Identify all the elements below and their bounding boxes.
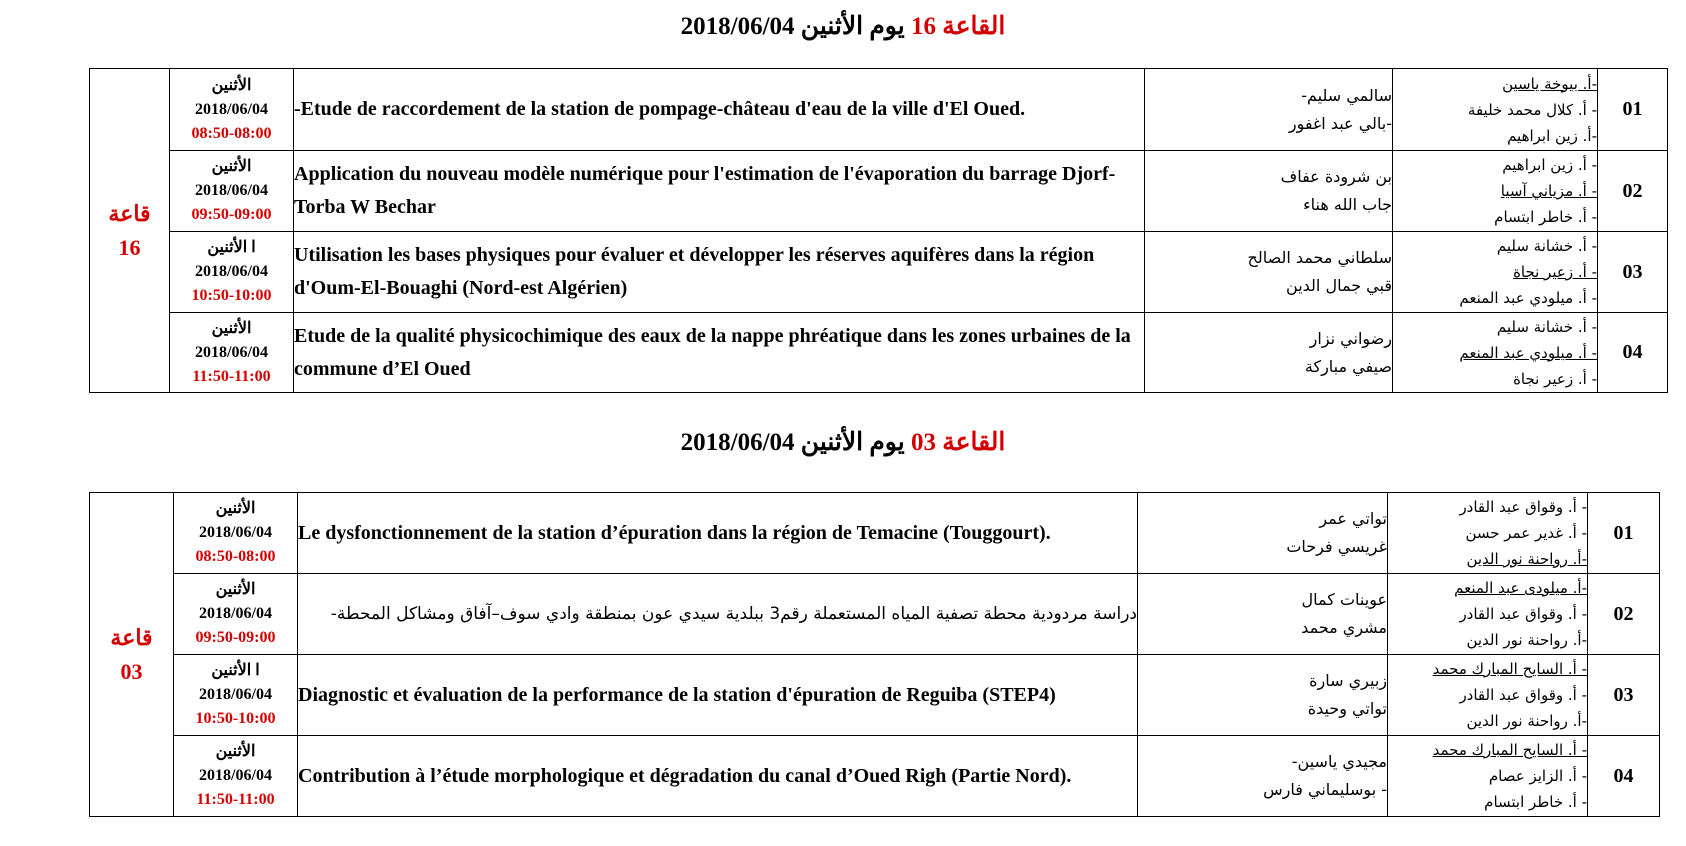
schedule-table [89, 492, 1660, 817]
jury-member: - أ. السايح المبارك محمد [1432, 660, 1587, 678]
date-cell [174, 736, 298, 817]
students-cell [1138, 493, 1388, 574]
students-cell [1138, 736, 1388, 817]
student-name: بن شرودة عفاف [1280, 167, 1392, 186]
table-row [90, 655, 1660, 736]
student-name: سالمي سليم- [1301, 85, 1392, 105]
jury-member: - أ. كلال محمد خليفة [1467, 100, 1597, 119]
thesis-title: Le dysfonctionnement de la station d’épuration dans la région de Temacine (Touggourt). [298, 493, 1138, 574]
table-row [90, 313, 1668, 393]
jury-member: - أ. خاطر ابتسام [1484, 793, 1587, 811]
jury-member: - أ. زعير نجاة [1513, 263, 1597, 281]
jury-member: - أ. الزايز عصام [1488, 767, 1587, 785]
time-label: 09:50-09:00 [195, 629, 276, 646]
date-cell [170, 69, 294, 151]
date-cell [174, 574, 298, 655]
day-label: الأثنين [215, 500, 256, 517]
student-name: تواتي وحيدة [1307, 699, 1387, 718]
student-name: سلطاني محمد الصالح [1247, 248, 1392, 267]
row-number: 01 [1598, 69, 1668, 151]
jury-cell [1388, 574, 1588, 655]
thesis-title: دراسة مردودية محطة تصفية المياه المستعملة رقم3 ببلدية سيدي عون بمنطقة وادي سوف–آفاق ومشاكل المحطة- [298, 574, 1138, 655]
jury-member: - أ. وقواق عبد القادر [1459, 498, 1587, 516]
student-name: تواتي عمر [1319, 509, 1387, 528]
student-name: جاب الله هناء [1303, 195, 1392, 214]
student-name: عوينات كمال [1301, 590, 1387, 609]
date-label: 2018/06/04 [195, 100, 268, 118]
date-label: 2018/06/04 [199, 524, 272, 541]
row-number: 02 [1598, 151, 1668, 232]
student-name: قبي جمال الدين [1286, 276, 1392, 295]
day-label: الأثنين [215, 581, 256, 598]
row-number: 04 [1598, 313, 1668, 393]
table-row [90, 69, 1668, 151]
row-number: 03 [1588, 655, 1660, 736]
student-name: غريسي فرحات [1286, 537, 1387, 556]
jury-cell [1388, 493, 1588, 574]
date-label: 2018/06/04 [199, 686, 272, 703]
students-cell [1145, 313, 1393, 393]
jury-member: - أ. ميلودي عبد المنعم [1459, 289, 1597, 307]
date-cell [170, 151, 294, 232]
room-number: 03 [120, 658, 143, 684]
time-label: 08:50-08:00 [191, 124, 272, 142]
thesis-title: Application du nouveau modèle numérique pour l'estimation de l'évaporation du barrage Djorf-Torba W Bechar [294, 151, 1145, 232]
jury-member: -أ. بيوخة ياسين [1502, 74, 1597, 93]
time-label: 10:50-10:00 [191, 287, 272, 304]
section-title-hall: القاعة 03 [910, 429, 1006, 456]
student-name: -بالي عبد اغفور [1288, 113, 1392, 133]
time-label: 09:50-09:00 [191, 206, 272, 223]
students-cell [1145, 232, 1393, 313]
room-label: قاعة [110, 624, 153, 650]
jury-cell [1393, 313, 1598, 393]
section-title-date: يوم الأثنين 2018/06/04 [680, 13, 905, 40]
date-label: 2018/06/04 [199, 767, 272, 784]
table-row [90, 151, 1668, 232]
date-cell [174, 655, 298, 736]
day-label: ا الأثنين [211, 662, 260, 679]
jury-member: - أ. خاطر ابتسام [1494, 208, 1597, 226]
row-number: 03 [1598, 232, 1668, 313]
section-title [0, 12, 1686, 42]
row-number: 04 [1588, 736, 1660, 817]
jury-member: -أ. رواحنة نور الدين [1466, 550, 1587, 568]
jury-member: - أ. مزياني آسيا [1500, 182, 1597, 200]
row-number: 02 [1588, 574, 1660, 655]
row-number: 01 [1588, 493, 1660, 574]
table-row [90, 232, 1668, 313]
jury-member: - أ. زعير نجاة [1513, 369, 1597, 388]
room-cell [90, 493, 174, 817]
room-label: قاعة [108, 200, 151, 226]
date-label: 2018/06/04 [195, 343, 268, 361]
thesis-title: Contribution à l’étude morphologique et dégradation du canal d’Oued Righ (Partie Nord). [298, 736, 1138, 817]
student-name: - بوسليماني فارس [1263, 780, 1387, 799]
student-name: صيفي مباركة [1304, 356, 1392, 376]
students-cell [1138, 574, 1388, 655]
time-label: 11:50-11:00 [192, 367, 271, 385]
jury-member: -أ. ميلودى عبد المنعم [1454, 579, 1587, 597]
schedule-table [89, 68, 1668, 393]
student-name: رضواني نزار [1309, 328, 1392, 348]
thesis-title: Diagnostic et évaluation de la performance de la station d'épuration de Reguiba (STEP4) [298, 655, 1138, 736]
day-label: الأثنين [215, 743, 256, 760]
jury-member: - أ. السايح المبارك محمد [1432, 741, 1587, 759]
time-label: 11:50-11:00 [196, 791, 275, 808]
student-name: مشري محمد [1301, 618, 1387, 637]
day-label: الأثنين [211, 76, 252, 94]
jury-member: -أ. زين ابراهيم [1507, 126, 1597, 145]
jury-cell [1388, 736, 1588, 817]
jury-member: - أ. وقواق عبد القادر [1459, 605, 1587, 623]
section-title [0, 428, 1686, 458]
time-label: 08:50-08:00 [195, 548, 276, 565]
date-label: 2018/06/04 [195, 263, 268, 280]
room-number: 16 [118, 234, 141, 260]
jury-member: - أ. خشانة سليم [1496, 317, 1597, 336]
time-label: 10:50-10:00 [195, 710, 276, 727]
jury-member: - أ. زين ابراهيم [1502, 156, 1597, 174]
jury-cell [1393, 151, 1598, 232]
thesis-title: -Etude de raccordement de la station de pompage-château d'eau de la ville d'El Oued. [294, 69, 1145, 151]
day-label: الأثنين [211, 158, 252, 175]
student-name: مجيدي ياسين- [1291, 752, 1387, 771]
thesis-title: Etude de la qualité physicochimique des eaux de la nappe phréatique dans les zones urbaines de la commune d’El Oued [294, 313, 1145, 393]
table-row [90, 736, 1660, 817]
jury-cell [1388, 655, 1588, 736]
jury-member: - أ. ميلودي عبد المنعم [1459, 343, 1597, 362]
table-row [90, 493, 1660, 574]
date-cell [170, 313, 294, 393]
thesis-title: Utilisation les bases physiques pour évaluer et développer les réserves aquifères dans la région d'Oum-El-Bouaghi (Nord-est Algérien) [294, 232, 1145, 313]
date-label: 2018/06/04 [195, 182, 268, 199]
date-cell [170, 232, 294, 313]
student-name: زبيري سارة [1309, 671, 1387, 690]
section-title-hall: القاعة 16 [910, 13, 1006, 40]
jury-member: - أ. غدير عمر حسن [1465, 524, 1587, 542]
jury-member: - أ. خشانة سليم [1496, 237, 1597, 255]
day-label: الأثنين [211, 319, 252, 337]
students-cell [1145, 151, 1393, 232]
table-row [90, 574, 1660, 655]
room-cell [90, 69, 170, 393]
day-label: ا الأثنين [207, 239, 256, 256]
date-cell [174, 493, 298, 574]
jury-cell [1393, 69, 1598, 151]
students-cell [1145, 69, 1393, 151]
students-cell [1138, 655, 1388, 736]
jury-member: - أ. وقواق عبد القادر [1459, 686, 1587, 704]
jury-member: -أ. رواحنة نور الدين [1466, 712, 1587, 730]
jury-member: -أ. رواحنة نور الدين [1466, 631, 1587, 649]
jury-cell [1393, 232, 1598, 313]
date-label: 2018/06/04 [199, 605, 272, 622]
section-title-date: يوم الأثنين 2018/06/04 [680, 429, 905, 456]
